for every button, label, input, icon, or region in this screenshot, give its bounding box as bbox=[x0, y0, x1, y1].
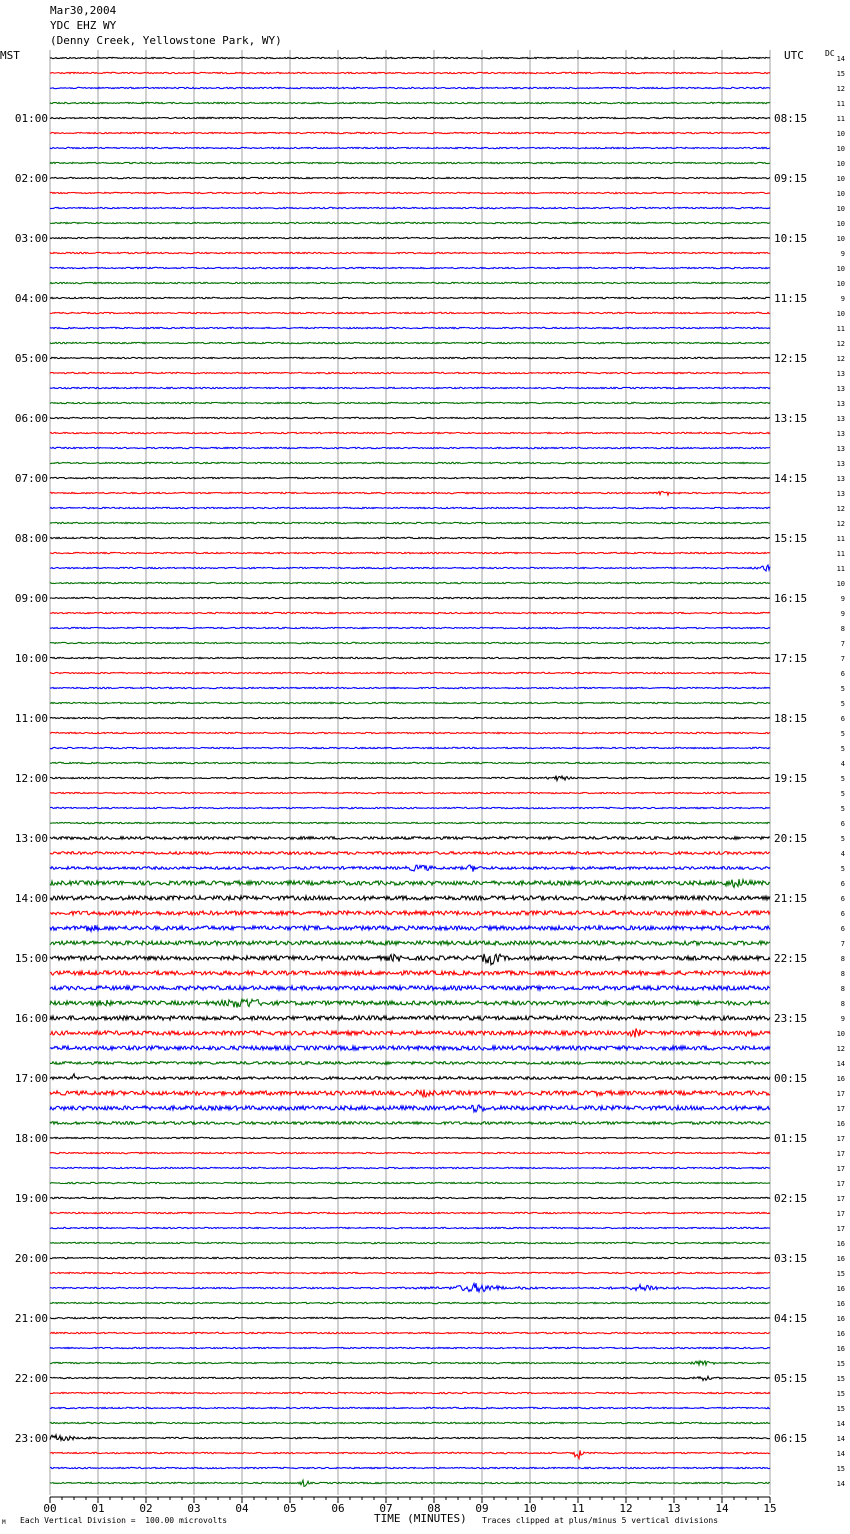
dc-offset-label: 15 bbox=[836, 1405, 845, 1413]
mst-hour-label: 05:00 bbox=[14, 352, 48, 365]
trace-row bbox=[50, 57, 770, 58]
trace-row bbox=[50, 627, 770, 628]
dc-offset-labels bbox=[837, 55, 845, 1488]
trace-row bbox=[50, 1302, 770, 1303]
dc-offset-label: 17 bbox=[836, 1165, 845, 1173]
mst-hour-label: 21:00 bbox=[14, 1312, 48, 1325]
trace-row bbox=[50, 896, 770, 900]
utc-hour-label: 23:15 bbox=[774, 1012, 808, 1025]
trace-row bbox=[50, 462, 770, 463]
trace-row bbox=[50, 132, 770, 133]
dc-offset-label: 4 bbox=[840, 850, 845, 858]
dc-offset-label: 9 bbox=[840, 610, 845, 618]
plot-date: Mar30,2004 bbox=[50, 4, 117, 17]
utc-hour-label: 11:15 bbox=[774, 292, 808, 305]
trace-row bbox=[50, 1062, 770, 1065]
x-tick-label: 06 bbox=[331, 1502, 345, 1515]
trace-row bbox=[50, 1028, 770, 1037]
trace-row bbox=[50, 1407, 770, 1408]
dc-offset-label: 15 bbox=[836, 70, 845, 78]
utc-hour-label: 17:15 bbox=[774, 652, 808, 665]
dc-offset-label: 6 bbox=[840, 820, 845, 828]
trace-row bbox=[50, 162, 770, 163]
mst-hour-label: 11:00 bbox=[14, 712, 48, 725]
trace-row bbox=[50, 1212, 770, 1213]
trace-row bbox=[50, 522, 770, 523]
mst-hour-label: 12:00 bbox=[14, 772, 48, 785]
dc-offset-label: 10 bbox=[836, 130, 845, 138]
trace-row bbox=[50, 762, 770, 763]
trace-row bbox=[50, 222, 770, 223]
trace-row bbox=[50, 565, 770, 571]
dc-offset-label: 14 bbox=[836, 1450, 845, 1458]
dc-offset-label: 14 bbox=[836, 1480, 845, 1488]
dc-offset-label: 16 bbox=[836, 1120, 845, 1128]
dc-offset-label: 10 bbox=[836, 580, 845, 588]
mst-hour-label: 04:00 bbox=[14, 292, 48, 305]
dc-offset-label: 13 bbox=[836, 430, 845, 438]
utc-hour-label: 01:15 bbox=[774, 1132, 808, 1145]
trace-row bbox=[50, 1074, 770, 1080]
dc-offset-label: 13 bbox=[836, 370, 845, 378]
dc-offset-label: 8 bbox=[840, 985, 845, 993]
dc-offset-label: 7 bbox=[840, 640, 845, 648]
trace-row bbox=[50, 597, 770, 598]
trace-row bbox=[50, 1480, 770, 1486]
mst-hour-label: 08:00 bbox=[14, 532, 48, 545]
x-tick-label: 03 bbox=[187, 1502, 201, 1515]
dc-offset-label: 9 bbox=[840, 595, 845, 603]
dc-offset-label: 8 bbox=[840, 970, 845, 978]
trace-row bbox=[50, 72, 770, 73]
utc-hour-label: 00:15 bbox=[774, 1072, 808, 1085]
trace-row bbox=[50, 717, 770, 718]
mst-hour-label: 01:00 bbox=[14, 112, 48, 125]
vertical-scale-note: Each Vertical Division = 100.00 microvolts bbox=[20, 1516, 228, 1525]
dc-offset-label: 11 bbox=[836, 535, 845, 543]
dc-offset-label: 8 bbox=[840, 955, 845, 963]
mst-hour-label: 06:00 bbox=[14, 412, 48, 425]
dc-offset-label: 10 bbox=[836, 160, 845, 168]
dc-offset-label: 10 bbox=[836, 220, 845, 228]
trace-row bbox=[50, 776, 770, 781]
mst-hour-label: 02:00 bbox=[14, 172, 48, 185]
utc-hour-label: 05:15 bbox=[774, 1372, 808, 1385]
trace-row bbox=[50, 177, 770, 178]
right-timezone-label: UTC bbox=[784, 49, 804, 62]
dc-offset-label: 13 bbox=[836, 490, 845, 498]
dc-offset-label: 10 bbox=[836, 190, 845, 198]
trace-row bbox=[50, 552, 770, 553]
dc-offset-label: 9 bbox=[840, 1015, 845, 1023]
dc-offset-label: 6 bbox=[840, 925, 845, 933]
dc-offset-label: 9 bbox=[840, 250, 845, 258]
trace-row bbox=[50, 1347, 770, 1348]
trace-row bbox=[50, 1137, 770, 1138]
dc-offset-label: 10 bbox=[836, 205, 845, 213]
dc-offset-label: 6 bbox=[840, 670, 845, 678]
trace-row bbox=[50, 1283, 770, 1292]
dc-offset-label: 15 bbox=[836, 1465, 845, 1473]
trace-row bbox=[50, 1046, 770, 1050]
dc-offset-label: 6 bbox=[840, 895, 845, 903]
dc-offset-label: 9 bbox=[840, 295, 845, 303]
trace-row bbox=[50, 87, 770, 88]
utc-hour-label: 04:15 bbox=[774, 1312, 808, 1325]
x-tick-label: 11 bbox=[571, 1502, 585, 1515]
dc-offset-label: 13 bbox=[836, 415, 845, 423]
utc-hour-label: 18:15 bbox=[774, 712, 808, 725]
trace-row bbox=[50, 582, 770, 583]
dc-offset-label: 16 bbox=[836, 1075, 845, 1083]
dc-offset-label: 6 bbox=[840, 880, 845, 888]
trace-row bbox=[50, 417, 770, 418]
trace-row bbox=[50, 1361, 770, 1365]
trace-row bbox=[50, 1227, 770, 1228]
mst-hour-label: 09:00 bbox=[14, 592, 48, 605]
utc-hour-label: 19:15 bbox=[774, 772, 808, 785]
utc-hour-label: 21:15 bbox=[774, 892, 808, 905]
trace-row bbox=[50, 865, 770, 872]
trace-row bbox=[50, 1152, 770, 1153]
trace-row bbox=[50, 1242, 770, 1243]
left-timezone-label: MST bbox=[0, 49, 20, 62]
trace-row bbox=[50, 207, 770, 208]
dc-offset-label: 11 bbox=[836, 325, 845, 333]
x-tick-label: 00 bbox=[43, 1502, 57, 1515]
dc-offset-label: 16 bbox=[836, 1240, 845, 1248]
utc-hour-label: 22:15 bbox=[774, 952, 808, 965]
trace-row bbox=[50, 1167, 770, 1168]
x-tick-label: 04 bbox=[235, 1502, 249, 1515]
trace-row bbox=[50, 432, 770, 433]
trace-row bbox=[50, 1376, 770, 1380]
trace-row bbox=[50, 477, 770, 478]
trace-row bbox=[50, 971, 770, 975]
trace-row bbox=[50, 1182, 770, 1183]
dc-offset-label: 12 bbox=[836, 505, 845, 513]
dc-offset-label: 10 bbox=[836, 310, 845, 318]
dc-offset-label: 12 bbox=[836, 355, 845, 363]
mst-hour-label: 22:00 bbox=[14, 1372, 48, 1385]
mst-hour-label: 15:00 bbox=[14, 952, 48, 965]
x-tick-label: 10 bbox=[523, 1502, 537, 1515]
station-code: YDC EHZ WY bbox=[50, 19, 117, 32]
x-tick-label: 08 bbox=[427, 1502, 441, 1515]
dc-offset-label: 16 bbox=[836, 1255, 845, 1263]
trace-row bbox=[50, 1450, 770, 1458]
dc-offset-label: 5 bbox=[840, 805, 845, 813]
dc-offset-label: 17 bbox=[836, 1150, 845, 1158]
trace-row bbox=[50, 911, 770, 915]
dc-offset-label: 15 bbox=[836, 1360, 845, 1368]
trace-row bbox=[50, 372, 770, 373]
dc-offset-label: 7 bbox=[840, 940, 845, 948]
dc-offset-label: 15 bbox=[836, 1375, 845, 1383]
trace-row bbox=[50, 357, 770, 358]
mst-hour-label: 14:00 bbox=[14, 892, 48, 905]
dc-offset-label: 16 bbox=[836, 1285, 845, 1293]
trace-row bbox=[50, 1105, 770, 1112]
trace-row bbox=[50, 822, 770, 823]
dc-offset-label: 10 bbox=[836, 145, 845, 153]
x-axis-title: TIME (MINUTES) bbox=[374, 1512, 467, 1525]
utc-hour-label: 12:15 bbox=[774, 352, 808, 365]
dc-offset-label: 5 bbox=[840, 835, 845, 843]
corner-mark: M bbox=[2, 1519, 6, 1526]
trace-row bbox=[50, 1197, 770, 1198]
dc-header-label: DC bbox=[825, 49, 835, 58]
x-tick-label: 12 bbox=[619, 1502, 633, 1515]
utc-hour-label: 06:15 bbox=[774, 1432, 808, 1445]
trace-row bbox=[50, 1332, 770, 1333]
dc-offset-label: 10 bbox=[836, 235, 845, 243]
utc-hour-label: 13:15 bbox=[774, 412, 808, 425]
dc-offset-label: 13 bbox=[836, 475, 845, 483]
trace-row bbox=[50, 986, 770, 990]
dc-offset-label: 13 bbox=[836, 445, 845, 453]
utc-hour-label: 08:15 bbox=[774, 112, 808, 125]
x-tick-label: 05 bbox=[283, 1502, 297, 1515]
dc-offset-label: 10 bbox=[836, 175, 845, 183]
mst-hour-label: 10:00 bbox=[14, 652, 48, 665]
dc-offset-label: 7 bbox=[840, 655, 845, 663]
trace-row bbox=[50, 642, 770, 643]
trace-row bbox=[50, 1016, 770, 1020]
dc-offset-label: 12 bbox=[836, 340, 845, 348]
dc-offset-label: 16 bbox=[836, 1330, 845, 1338]
dc-offset-label: 6 bbox=[840, 715, 845, 723]
dc-offset-label: 5 bbox=[840, 775, 845, 783]
trace-row bbox=[50, 879, 770, 887]
dc-offset-label: 10 bbox=[836, 280, 845, 288]
dc-offset-label: 14 bbox=[836, 1060, 845, 1068]
x-tick-label: 14 bbox=[715, 1502, 729, 1515]
trace-row bbox=[50, 387, 770, 388]
dc-offset-label: 17 bbox=[836, 1090, 845, 1098]
minute-gridlines bbox=[50, 50, 770, 1495]
dc-offset-label: 14 bbox=[836, 55, 845, 63]
dc-offset-label: 13 bbox=[836, 385, 845, 393]
trace-row bbox=[50, 687, 770, 688]
dc-offset-label: 17 bbox=[836, 1195, 845, 1203]
dc-offset-label: 17 bbox=[836, 1180, 845, 1188]
trace-row bbox=[50, 747, 770, 748]
dc-offset-label: 17 bbox=[836, 1135, 845, 1143]
dc-offset-label: 15 bbox=[836, 1270, 845, 1278]
trace-row bbox=[50, 941, 770, 945]
dc-offset-label: 12 bbox=[836, 1045, 845, 1053]
dc-offset-label: 5 bbox=[840, 790, 845, 798]
utc-hour-label: 02:15 bbox=[774, 1192, 808, 1205]
trace-row bbox=[50, 147, 770, 148]
trace-row bbox=[50, 1257, 770, 1258]
trace-row bbox=[50, 1435, 770, 1441]
trace-row bbox=[50, 237, 770, 238]
dc-offset-label: 5 bbox=[840, 745, 845, 753]
trace-row bbox=[50, 447, 770, 448]
dc-offset-label: 11 bbox=[836, 550, 845, 558]
mst-hour-label: 16:00 bbox=[14, 1012, 48, 1025]
trace-row bbox=[50, 1272, 770, 1273]
dc-offset-label: 8 bbox=[840, 625, 845, 633]
dc-offset-label: 10 bbox=[836, 265, 845, 273]
dc-offset-label: 11 bbox=[836, 115, 845, 123]
dc-offset-label: 17 bbox=[836, 1225, 845, 1233]
trace-rows bbox=[50, 57, 770, 1486]
mst-hour-label: 07:00 bbox=[14, 472, 48, 485]
trace-row bbox=[50, 837, 770, 840]
trace-row bbox=[50, 327, 770, 328]
trace-row bbox=[50, 312, 770, 313]
x-tick-label: 01 bbox=[91, 1502, 105, 1515]
mst-hour-label: 23:00 bbox=[14, 1432, 48, 1445]
x-tick-label: 09 bbox=[475, 1502, 489, 1515]
dc-offset-label: 5 bbox=[840, 730, 845, 738]
dc-offset-label: 8 bbox=[840, 1000, 845, 1008]
dc-offset-label: 10 bbox=[836, 1030, 845, 1038]
trace-row bbox=[50, 954, 770, 965]
mst-hour-labels bbox=[15, 112, 48, 1445]
trace-row bbox=[50, 925, 770, 931]
dc-offset-label: 16 bbox=[836, 1300, 845, 1308]
trace-row bbox=[50, 657, 770, 658]
trace-row bbox=[50, 1090, 770, 1097]
trace-row bbox=[50, 192, 770, 193]
dc-offset-label: 5 bbox=[840, 685, 845, 693]
utc-hour-labels bbox=[774, 112, 807, 1445]
trace-row bbox=[50, 297, 770, 298]
utc-hour-label: 03:15 bbox=[774, 1252, 808, 1265]
dc-offset-label: 5 bbox=[840, 865, 845, 873]
utc-hour-label: 15:15 bbox=[774, 532, 808, 545]
dc-offset-label: 13 bbox=[836, 400, 845, 408]
mst-hour-label: 18:00 bbox=[14, 1132, 48, 1145]
utc-hour-label: 16:15 bbox=[774, 592, 808, 605]
utc-hour-label: 14:15 bbox=[774, 472, 808, 485]
clip-note: Traces clipped at plus/minus 5 vertical divisions bbox=[482, 1516, 719, 1525]
trace-row bbox=[50, 999, 770, 1008]
x-tick-label: 02 bbox=[139, 1502, 153, 1515]
dc-offset-label: 4 bbox=[840, 760, 845, 768]
trace-row bbox=[50, 282, 770, 283]
trace-row bbox=[50, 491, 770, 495]
trace-row bbox=[50, 117, 770, 118]
dc-offset-label: 16 bbox=[836, 1345, 845, 1353]
trace-row bbox=[50, 1422, 770, 1423]
dc-offset-label: 11 bbox=[836, 565, 845, 573]
mst-hour-label: 03:00 bbox=[14, 232, 48, 245]
utc-hour-label: 20:15 bbox=[774, 832, 808, 845]
trace-row bbox=[50, 1392, 770, 1393]
trace-row bbox=[50, 102, 770, 103]
dc-offset-label: 16 bbox=[836, 1315, 845, 1323]
trace-row bbox=[50, 852, 770, 855]
dc-offset-label: 14 bbox=[836, 1420, 845, 1428]
utc-hour-label: 09:15 bbox=[774, 172, 808, 185]
x-tick-label: 07 bbox=[379, 1502, 393, 1515]
trace-row bbox=[50, 1467, 770, 1468]
dc-offset-label: 6 bbox=[840, 910, 845, 918]
dc-offset-label: 15 bbox=[836, 1390, 845, 1398]
dc-offset-label: 12 bbox=[836, 520, 845, 528]
trace-row bbox=[50, 402, 770, 403]
dc-offset-label: 11 bbox=[836, 100, 845, 108]
trace-row bbox=[50, 537, 770, 538]
trace-row bbox=[50, 807, 770, 808]
trace-row bbox=[50, 702, 770, 703]
dc-offset-label: 13 bbox=[836, 460, 845, 468]
trace-row bbox=[50, 342, 770, 343]
x-tick-label: 13 bbox=[667, 1502, 681, 1515]
mst-hour-label: 20:00 bbox=[14, 1252, 48, 1265]
trace-row bbox=[50, 1317, 770, 1318]
trace-row bbox=[50, 612, 770, 613]
trace-row bbox=[50, 267, 770, 268]
trace-row bbox=[50, 792, 770, 793]
dc-offset-label: 17 bbox=[836, 1105, 845, 1113]
mst-hour-label: 17:00 bbox=[14, 1072, 48, 1085]
dc-offset-label: 17 bbox=[836, 1210, 845, 1218]
trace-row bbox=[50, 672, 770, 673]
dc-offset-label: 14 bbox=[836, 1435, 845, 1443]
dc-offset-label: 12 bbox=[836, 85, 845, 93]
mst-hour-label: 13:00 bbox=[14, 832, 48, 845]
trace-row bbox=[50, 252, 770, 253]
station-location: (Denny Creek, Yellowstone Park, WY) bbox=[50, 34, 282, 47]
dc-offset-label: 5 bbox=[840, 700, 845, 708]
mst-hour-label: 19:00 bbox=[14, 1192, 48, 1205]
trace-row bbox=[50, 507, 770, 508]
trace-row bbox=[50, 1122, 770, 1125]
trace-row bbox=[50, 732, 770, 733]
utc-hour-label: 10:15 bbox=[774, 232, 808, 245]
x-tick-label: 15 bbox=[763, 1502, 777, 1515]
